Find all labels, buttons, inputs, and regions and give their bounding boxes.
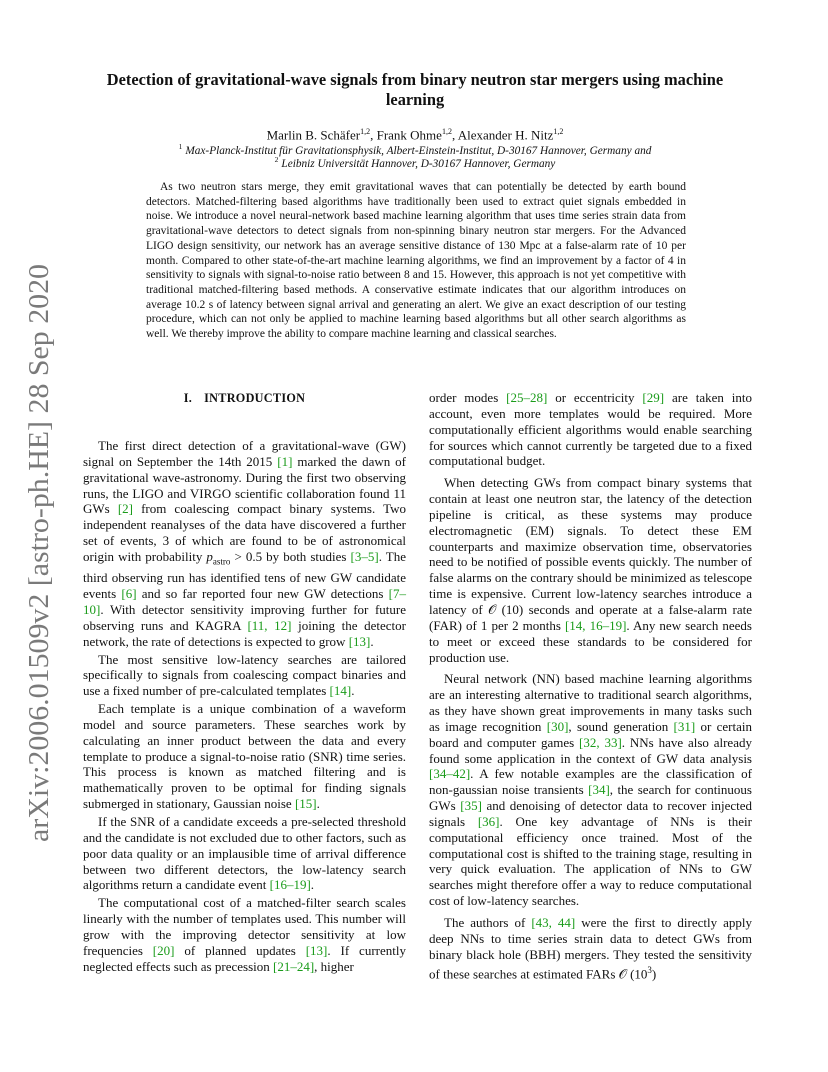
body-paragraph xyxy=(429,915,752,982)
text-run: . xyxy=(316,796,320,812)
citation-link[interactable]: [34] xyxy=(588,782,610,798)
math-variable: p xyxy=(206,548,213,564)
text-run: . A few notable examples are the classification of non-gaussian noise transients xyxy=(429,766,752,798)
section-heading xyxy=(83,390,406,406)
affiliation-mark: 1 xyxy=(178,142,183,151)
author-name: Frank Ohme xyxy=(376,127,442,143)
body-paragraph xyxy=(83,895,406,974)
text-run: joining the detector network, the rate of detections is expected to grow xyxy=(83,617,406,649)
citation-link[interactable]: [15] xyxy=(294,796,317,812)
text-run: The computational cost of a matched-filter search scales linearly with the number of templates used. This number will grow with the improving detector sensitivity at low frequencies xyxy=(83,895,406,958)
affiliation-mark: 2 xyxy=(274,155,279,164)
citation-link[interactable]: [13] xyxy=(348,633,371,649)
text-run: The authors of xyxy=(444,915,532,930)
author-name: Marlin B. Schäfer xyxy=(266,127,361,143)
body-paragraph xyxy=(83,652,406,700)
affiliation-2 xyxy=(90,153,740,171)
citation-link[interactable]: [30] xyxy=(546,718,569,734)
author-affiliation-mark: 1,2 xyxy=(441,127,452,136)
text-run: If the SNR of a candidate exceeds a pre-selected threshold and the candidate is not excluded due to other factors, such as poor data quality or an implausible time of arrival difference between two different detectors, the low-latency search algorithms return a candidate event xyxy=(83,814,406,893)
text-run: . xyxy=(351,683,355,699)
citation-link[interactable]: [6] xyxy=(121,586,137,602)
text-run: . With detector sensitivity improving further for future observing runs and KAGRA xyxy=(83,602,406,633)
paper-title: Detection of gravitational-wave signals from binary neutron star mergers using machine learning xyxy=(106,70,724,109)
text-run: The most sensitive low-latency searches are tailored specifically to signals from coalescing compact binaries and use a fixed number of pre-calculated templates xyxy=(83,651,406,699)
math-subscript: astro xyxy=(212,556,231,567)
text-run: of planned updates xyxy=(174,942,306,958)
citation-link[interactable]: [21–24] xyxy=(273,958,315,974)
citation-link[interactable]: [16–19] xyxy=(269,877,311,893)
author-affiliation-mark: 1,2 xyxy=(553,127,564,136)
body-paragraph xyxy=(429,671,752,909)
left-column xyxy=(83,390,406,976)
text-run: are taken into account, even more templates would be required. More computationally efficient algorithms would enable searching for sources which cannot currently be targeted due to a fixed computational budget. xyxy=(429,390,752,469)
citation-link[interactable]: [14] xyxy=(329,683,352,699)
author-separator: , xyxy=(451,127,458,143)
citation-link[interactable]: [35] xyxy=(460,798,482,814)
citation-link[interactable]: [20] xyxy=(152,942,175,958)
math-superscript: 3 xyxy=(647,964,652,975)
text-run: and denoising of detector data to recover injected signals xyxy=(429,798,752,829)
body-paragraph xyxy=(429,475,752,665)
text-run: > 0.5 by both studies xyxy=(230,548,351,564)
author-affiliation-mark: 1,2 xyxy=(360,127,371,136)
citation-link[interactable]: [29] xyxy=(642,390,665,405)
citation-link[interactable]: [31] xyxy=(673,718,696,734)
text-run: or eccentricity xyxy=(547,390,643,405)
right-column xyxy=(429,390,752,984)
text-run: ) xyxy=(651,965,657,981)
text-run: . One key advantage of NNs is their computational efficiency once trained. Most of the computational cost is shifted to the training stage, resulting in very quick evaluation. The application of NNs to GW searches might therefore offer a way to reduce computational cost of low-latency searches. xyxy=(429,813,752,909)
text-run: The first direct detection of a gravitational-wave (GW) signal on September the 14th 2015 xyxy=(83,438,406,469)
arxiv-stamp-svg xyxy=(17,262,59,842)
body-paragraph xyxy=(83,701,406,812)
citation-link[interactable]: [34–42] xyxy=(429,766,471,782)
affiliation-text: Leibniz Universität Hannover, D-30167 Hannover, Germany xyxy=(281,157,556,170)
left-column-body xyxy=(83,438,406,974)
citation-link[interactable]: [11, 12] xyxy=(247,617,292,633)
abstract: As two neutron stars merge, they emit gravitational waves that can potentially be detected by earth bound detectors. Matched-filtering based algorithms have traditionally been used to extract quiet signals embedded in noise. We introduce a novel neural-network based machine learning algorithm that uses time series strain data from gravitational-wave detectors to detect signals from non-spinning binary neutron star mergers. For the Advanced LIGO design sensitivity, our network has an average sensitive distance of 130 Mpc at a false-alarm rate of 10 per month. Compared to other state-of-the-art machine learning algorithms, we find an improvement by a factor of 4 in sensitivity to signals with signal-to-noise ratio between 8 and 15. However, this approach is not yet competitive with traditional matched-filtering based methods. A conservative estimate indicates that our algorithm introduces on average 10.2 s of latency between signal arrival and generating an alert. We give an exact description of our testing procedure, which can not only be applied to machine learning based algorithms but all other search algorithms as well. We thereby improve the ability to compare machine learning and classical searches. xyxy=(146,181,686,341)
text-run: order modes xyxy=(429,390,507,405)
author-name: Alexander H. Nitz xyxy=(457,127,554,143)
body-paragraph xyxy=(83,814,406,893)
citation-link[interactable]: [3–5] xyxy=(350,548,379,564)
section-title: INTRODUCTION xyxy=(204,391,306,405)
body-paragraph xyxy=(429,390,752,469)
text-run: and so far reported four new GW detections xyxy=(136,586,389,602)
text-run: . NNs have also already found some application in the context of GW data analysis xyxy=(429,734,752,766)
text-run: Neural network (NN) based machine learning algorithms are an interesting alternative to traditional search algorithms, as they have shown great improvements in many tasks such as image recognition xyxy=(429,671,752,734)
text-run: . If currently neglected effects such as precession xyxy=(83,942,406,974)
citation-link[interactable]: [7–10] xyxy=(83,586,406,618)
citation-link[interactable]: [1] xyxy=(277,453,293,469)
citation-link[interactable]: [25–28] xyxy=(506,390,548,405)
author-separator: , xyxy=(370,127,377,143)
text-run: , sound generation xyxy=(568,718,674,734)
citation-link[interactable]: [14, 16–19] xyxy=(564,617,627,633)
affiliation-text: Max-Planck-Institut für Gravitationsphysik, Albert-Einstein-Institut, D-30167 Hannover, Germany and xyxy=(185,144,652,157)
text-run: . Any new search needs to meet or exceed these standards to be considered for production use. xyxy=(429,617,752,665)
body-paragraph xyxy=(83,438,406,650)
text-run: , higher xyxy=(314,958,354,974)
text-run: , the search for continuous GWs xyxy=(429,782,752,814)
text-run: When detecting GWs from compact binary systems that contain at least one neutron star, the latency of the detection pipeline is critical, as these systems may produce electromagnetic (EM) signals. To detect these EM counterparts and maximize observation time, observatories need to be notified of possible events quickly. The number of false alarms on the contrary should be minimized as telescope time is expensive. Current low-latency searches introduce a latency of 𝒪 (10) seconds and operate at a false-alarm rate (FAR) of 1 per 2 months xyxy=(429,475,752,633)
text-run: marked the dawn of gravitational wave-astronomy. During the first two observing runs, the LIGO and VIRGO scientific collaboration found 11 GWs xyxy=(83,453,407,517)
text-run: from coalescing compact binary systems. Two independent reanalyses of the data have discovered a further set of events, 3 of which are found to be of astronomical origin with probability xyxy=(83,501,406,564)
text-run: or certain board and computer games xyxy=(429,718,752,750)
arxiv-stamp-text: arXiv:2006.01509v2 [astro-ph.HE] 28 Sep 2020 xyxy=(23,281,55,842)
text-run: . The third observing run has identified tens of new GW candidate events xyxy=(83,548,407,602)
text-run: . xyxy=(370,633,374,649)
citation-link[interactable]: [43, 44] xyxy=(531,915,576,930)
section-number: I. xyxy=(183,391,193,405)
citation-link[interactable]: [13] xyxy=(305,942,328,958)
citation-link[interactable]: [2] xyxy=(117,501,133,517)
right-column-body xyxy=(429,390,752,982)
text-run: Each template is a unique combination of a waveform model and source parameters. These searches work by calculating an inner product between the data and every template to produce a signal-to-noise ratio (SNR) time series. This process is known as matched filtering and is mathematically proven to be optimal for finding signals submerged in stationary, Gaussian noise xyxy=(83,701,406,812)
text-run: were the first to directly apply deep NNs to time series strain data to detect GWs from binary black hole (BBH) mergers. They tested the sensitivity of these searches at estimated FARs 𝒪 (10 xyxy=(429,915,753,981)
arxiv-side-stamp xyxy=(17,262,59,842)
citation-link[interactable]: [32, 33] xyxy=(579,734,622,750)
citation-link[interactable]: [36] xyxy=(477,813,500,829)
text-run: . xyxy=(310,877,315,893)
